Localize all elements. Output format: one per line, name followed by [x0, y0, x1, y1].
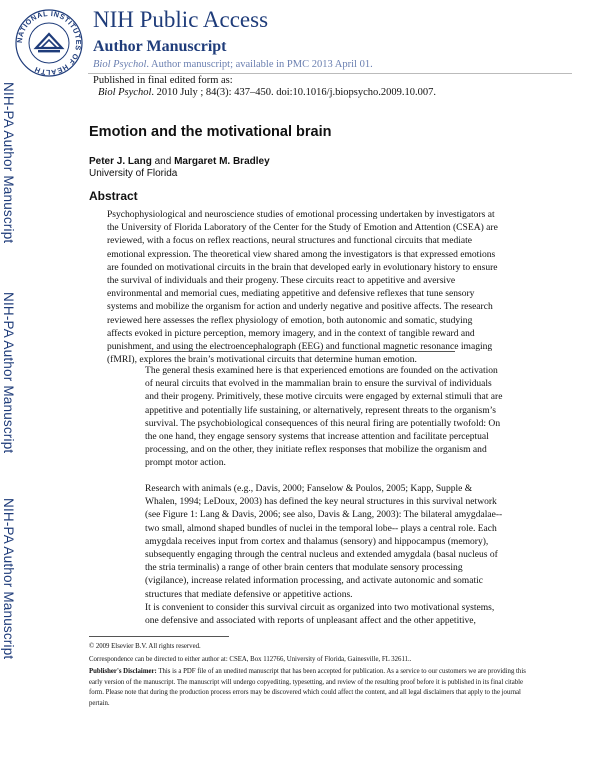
- body-paragraph-3: It is convenient to consider this survival circuit as organized into two motivational systems, one defensive and associated with reports of unpleasant affect and the other appetitive,: [145, 602, 495, 627]
- author-2: Margaret M. Bradley: [174, 156, 270, 167]
- body-paragraph-1: The general thesis examined here is that experienced emotions are founded on the activation of neural circuits that evolved in the mammalian brain to ensure the survival of individuals and their progeny. Primitively, these motive circuits were engaged by external stimuli that are appetitive and potentially life sustaining, or alternatively, represent threats to the organism’s survival. The psychobiological consequences of this neural firing are potentially twofold: On the one hand, they engage sensory systems that increase attention and facilitate perceptual processing, and on the other, they initiate reflex responses that mobilize the organism and prompt motor action.: [145, 365, 503, 469]
- publisher-disclaimer: [89, 667, 529, 709]
- body-paragraph-2: Research with animals (e.g., Davis, 2000; Fanselow & Poulos, 2005; Kapp, Supple & Whalen, 1994; LeDoux, 2003) has defined the key neural structures in this survival network (see Figure 1: Lang & Davis, 2006; see also, Davis & Lang, 2003): The bilateral amygdalae-- two small, almond shaped bundles of nuclei in the temporal lobe-- plays a central role. Each amygdala receives input from cortex and thalamus (sensory) and hippocampus (memory), subsequently engaging through the central nucleus and extended amygdala (basal nucleus of the stria terminalis) a range of other brain centers that modulate sensory processing (vigilance), increase related information processing, and activate autonomic and somatic structures that mediate defensive or appetitive actions.: [145, 483, 503, 600]
- correspondence-note: Correspondence can be directed to either author at: CSEA, Box 112766, University of Florida, Gainesville, FL 32611..: [89, 656, 412, 663]
- abstract-heading: Abstract: [89, 189, 138, 203]
- body-divider: [145, 351, 455, 352]
- disclaimer-label: Publisher's Disclaimer:: [89, 668, 157, 675]
- nih-logo: [14, 8, 84, 78]
- affiliation: University of Florida: [89, 168, 178, 179]
- availability-line: [93, 58, 373, 71]
- citation-journal: Biol Psychol: [98, 87, 152, 98]
- nih-public-access-title: NIH Public Access: [93, 7, 269, 32]
- logo-ring-text: NATIONAL INSTITUTES OF HEALTH: [14, 8, 84, 78]
- copyright-note: © 2009 Elsevier B.V. All rights reserved.: [89, 643, 201, 650]
- article-title: Emotion and the motivational brain: [89, 124, 332, 140]
- author-manuscript-label: Author Manuscript: [93, 38, 227, 55]
- authors-conjunction: and: [151, 156, 175, 167]
- author-1: Peter J. Lang: [89, 156, 152, 167]
- citation-line: [98, 86, 436, 99]
- citation-text: . 2010 July ; 84(3): 437–450. doi:10.1016/j.biopsycho.2009.10.007.: [151, 87, 437, 98]
- svg-text:NATIONAL INSTITUTES OF HEALTH: [15, 9, 83, 77]
- abstract-text: Psychophysiological and neuroscience studies of emotional processing undertaken by investigators at the University of Florida Laboratory of the Center for the Study of Emotion and Attention (CSEA) are reviewed, with a focus on reflex reactions, neural structures and functional circuits that mediate emotional expression. The theoretical view shared among the investigators is that expressed emotions are founded on motivational circuits in the brain that developed early in evolutionary history to ensure the survival of individuals and their progeny. These circuits react to appetitive and aversive environmental and memorial cues, mediating appetitive and defensive reflexes that tune sensory systems and mobilize the organism for action and underly negative and positive affects. The research reviewed here assesses the reflex physiology of emotion, both autonomic and somatic, studying affects evoked in picture perception, memory imagery, and in the context of tangible reward and punishment, and using the electroencephalograph (EEG) and functional magnetic resonance imaging (fMRI), explores the brain’s motivational circuits that determine human emotion.: [107, 209, 498, 366]
- availability-journal: Biol Psychol: [93, 59, 147, 70]
- footnote-divider: [89, 636, 229, 637]
- availability-text: . Author manuscript; available in PMC 2013 April 01.: [146, 59, 373, 70]
- disclaimer-text: This is a PDF file of an unedited manuscript that has been accepted for publication. As a service to our customers we are providing this early version of the manuscript. The manuscript will undergo copyediting, typesetting, and review of the resulting proof before it is published in its final citable form. Please note that during the production process errors may be discovered which could affect the content, and all legal disclaimers that apply to the journal pertain.: [89, 668, 526, 707]
- published-in-label: Published in final edited form as:: [93, 75, 233, 86]
- authors-line: [89, 156, 270, 168]
